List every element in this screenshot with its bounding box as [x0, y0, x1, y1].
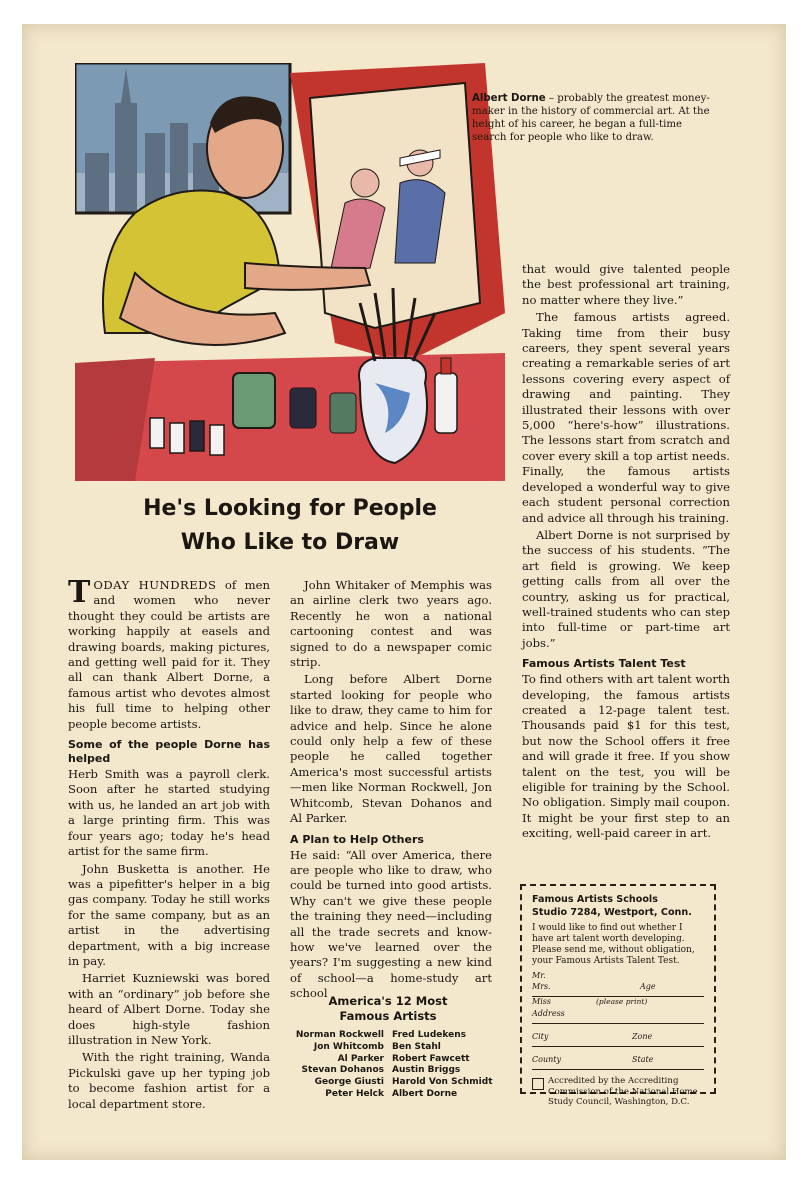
headline-line-1: He's Looking for People: [143, 496, 437, 521]
coupon-miss-row: [532, 997, 704, 1007]
paragraph-famous-agreed: The famous artists agreed. Taking time from their busy careers, they spent several years creating a remarkable series of art lessons covering every aspect of drawing and painting. They illustrated their lessons with over 5,000 “here's-how” illustrations. The lessons start from scratch and cover every skill a top artist needs. Finally, the famous artists developed a wonderful way to give each student personal correction and advice all through his training.: [522, 310, 730, 525]
coupon-city-field[interactable]: [532, 1032, 704, 1047]
column-1: [68, 575, 271, 1114]
coupon-zone: Zone: [632, 1032, 653, 1041]
artist-name: George Giusti: [314, 1077, 384, 1088]
coupon-state: State: [632, 1055, 654, 1064]
subhead-people-helped: Some of the people Dorne has helped: [68, 738, 270, 766]
coupon-county: County: [532, 1055, 561, 1064]
coupon-address-field[interactable]: [532, 1009, 704, 1024]
intro-paragraph: [68, 575, 271, 732]
paragraph-herb-smith: Herb Smith was a payroll clerk. Soon after he started studying with us, he landed an art job with a large printing firm. This was four years ago; today he's head artist for the same firm.: [68, 767, 270, 859]
coupon-address: Studio 7284, Westport, Conn.: [532, 906, 692, 918]
headline: [70, 492, 510, 560]
artist-name: Norman Rockwell: [295, 1030, 384, 1040]
coupon-miss: Miss: [532, 997, 551, 1006]
coupon-mr: Mr.: [532, 971, 546, 980]
drop-cap: T: [68, 575, 91, 610]
paragraph-john-busketta: John Busketta is another. He was a pipefitter's helper in a big gas company. Today he still works for the same company, but as an artist in the advertising department, with a big increase in pay.: [68, 861, 270, 968]
subhead-plan: A Plan to Help Others: [290, 832, 424, 846]
artist-name: Al Parker: [337, 1053, 384, 1064]
paragraph-long-before: Long before Albert Dorne started looking for people who like to draw, they came to him for advice and help. Since he alone could only help a few of these people he called together America's most successful artists —men like Norman Rockwell, Jon Whitcomb, Stevan Dohanos and Al Parker.: [290, 672, 492, 826]
artist-name: Jon Whitcomb: [313, 1041, 384, 1052]
paragraph-talent-test: To find others with art talent worth developing, the famous artists created a 12-page talent test. Thousands paid $1 for this test, but now the School offers it free and will grade it free. If you show talent on the test, you will be eligible for training by the School. No obligation. Simply mail coupon. It might be your first step to an exciting, well-paid career in art.: [522, 672, 730, 841]
paragraph-wanda: With the right training, Wanda Pickulski gave up her typing job to become fashion artist for a local department store.: [68, 1050, 270, 1111]
column-2: [290, 578, 492, 1004]
caption-text: – probably the greatest money-maker in the history of commercial art. At the height of his career, he began a full-time search for people who like to draw.: [472, 93, 710, 143]
artist-name: Austin Briggs: [392, 1065, 461, 1076]
paragraph-john-whitaker: John Whitaker of Memphis was an airline clerk two years ago. Recently he won a national cartooning contest and was signed to do a newspaper comic strip.: [290, 578, 492, 670]
artist-name: Stevan Dohanos: [301, 1065, 384, 1076]
coupon-body: I would like to find out whether I have art talent worth developing. Please send me, without obligation, your Famous Artists Talent Test.: [532, 923, 695, 966]
paragraph-not-surprised: Albert Dorne is not surprised by the success of his students. “The art field is growing. We keep getting calls from all over the country, asking us for practical, well-trained students who can step into full-time or part-time art jobs.”: [522, 527, 730, 650]
illustration-caption: [472, 92, 712, 144]
coupon-address-label: Address: [532, 1009, 565, 1018]
headline-line-2: Who Like to Draw: [180, 530, 400, 555]
coupon-age: Age: [640, 982, 656, 991]
coupon-please-print: (please print): [596, 997, 648, 1006]
mail-coupon[interactable]: [520, 884, 716, 1107]
paragraph-he-said: He said: “All over America, there are people who like to draw, who could be turned into good artists. Why can't we give these people the training they need—including all the trade secrets and know-how we've learned over the years? I'm suggesting a new kind of school—a home-study art school: [290, 847, 492, 1001]
paragraph-harriet: Harriet Kuzniewski was bored with an “ordinary” job before she heard of Albert Dorne. Today she does high-style fashion illustration in New York.: [68, 971, 270, 1047]
famous-artists-list: [282, 994, 494, 1101]
artists-grid: [282, 1030, 494, 1101]
artist-name: Robert Fawcett: [392, 1053, 470, 1064]
column-3: [522, 262, 730, 844]
coupon-mrs: Mrs.: [532, 982, 551, 991]
artist-name: Fred Ludekens: [392, 1030, 466, 1040]
artists-title-1: America's 12 Most: [328, 994, 448, 1008]
caption-name: Albert Dorne: [472, 93, 546, 104]
artist-name: Ben Stahl: [392, 1041, 441, 1052]
coupon-name-field[interactable]: [532, 982, 704, 997]
artist-name: Peter Helck: [325, 1088, 384, 1099]
artist-name: Albert Dorne: [392, 1088, 458, 1099]
coupon-city: City: [532, 1032, 549, 1041]
coupon-school: Famous Artists Schools: [532, 894, 658, 905]
coupon-title-options: [532, 971, 704, 980]
lead-caps: ODAY HUNDREDS: [93, 578, 217, 592]
intro-text: of men and women who never thought they could be artists are working happily at easels and drawing boards, making pictures, and getting well paid for it. They all can thank Albert Dorne, a famous artist who devotes almost his full time to helping other people become artists.: [68, 578, 271, 731]
artists-title-2: Famous Artists: [339, 1009, 437, 1023]
coupon-county-field[interactable]: [532, 1055, 704, 1070]
artist-name: Harold Von Schmidt: [392, 1077, 493, 1088]
artist-illustration: [75, 63, 505, 481]
paragraph-continued: that would give talented people the best professional art training, no matter where they live.”: [522, 262, 730, 307]
coupon-accreditation: Accredited by the Accrediting Commission of the National Home Study Council, Washington, D.C.: [532, 1076, 704, 1108]
subhead-talent-test: Famous Artists Talent Test: [522, 657, 686, 671]
